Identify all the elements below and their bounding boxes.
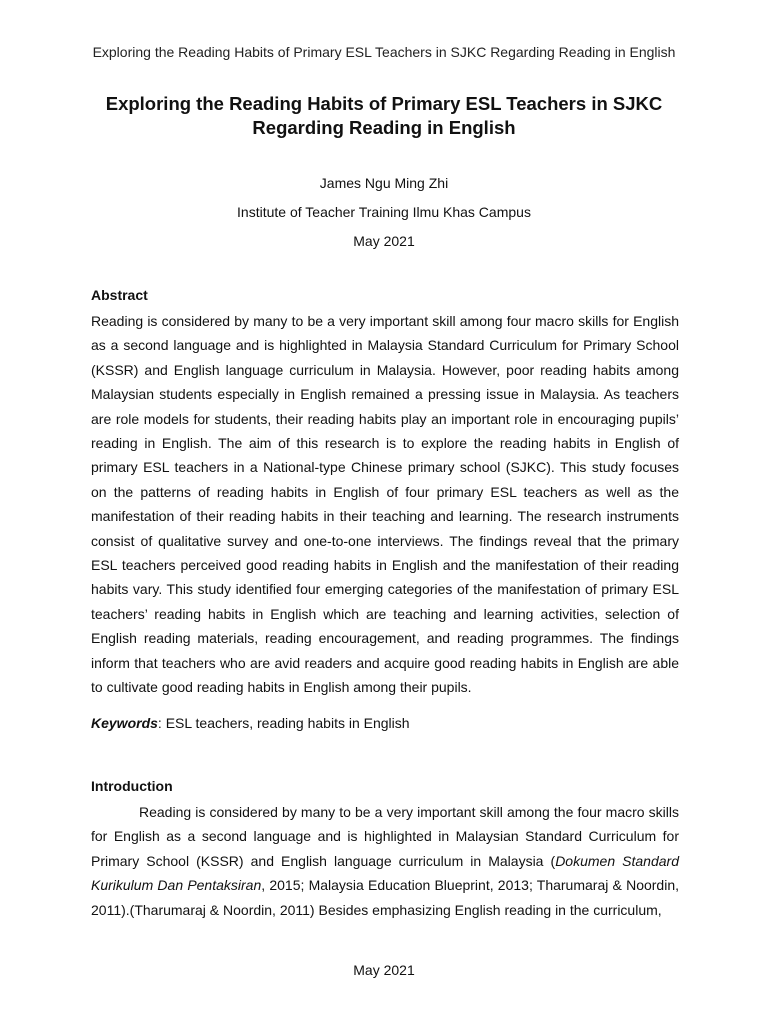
running-footer: May 2021 bbox=[353, 962, 415, 978]
paper-title: Exploring the Reading Habits of Primary ESL Teachers in SJKC Regarding Reading in English bbox=[105, 93, 663, 138]
introduction-citation-italic: Dokumen Standard Kurikulum Dan Pentaksiran bbox=[91, 852, 679, 894]
keywords-label: Keywords bbox=[91, 715, 158, 731]
keywords-line bbox=[91, 711, 679, 735]
author-name: James Ngu Ming Zhi bbox=[319, 175, 449, 191]
keywords-text: : ESL teachers, reading habits in English bbox=[157, 715, 410, 731]
author-affiliation: Institute of Teacher Training Ilmu Khas Campus bbox=[237, 204, 531, 220]
abstract-text: Reading is considered by many to be a very important skill among four macro skills for English as a second language and is highlighted in Malaysia Standard Curriculum for Primary School (KSSR) and English language curriculum in Malaysia. However, poor reading habits among Malaysian students especially in English remained a pressing issue in Malaysia. As teachers are role models for students, their reading habits play an important role in encouraging pupils’ reading in English. The aim of this research is to explore the reading habits in English of primary ESL teachers in a National-type Chinese primary school (SJKC). This study focuses on the patterns of reading habits in English of four primary ESL teachers as well as the manifestation of their reading habits in their teaching and learning. The research instruments consist of qualitative survey and one-to-one interviews. The findings reveal that the primary ESL teachers perceived good reading habits in English and the manifestation of their reading habits vary. This study identified four emerging categories of the manifestation of primary ESL teachers’ reading habits in English which are teaching and learning activities, selection of English reading materials, reading encouragement, and reading programmes. The findings inform that teachers who are avid readers and acquire good reading habits in English are able to cultivate good reading habits in English among their pupils. bbox=[91, 313, 679, 696]
running-header: Exploring the Reading Habits of Primary ESL Teachers in SJKC Regarding Reading in English bbox=[92, 44, 676, 60]
introduction-text bbox=[91, 800, 679, 922]
abstract-heading: Abstract bbox=[91, 287, 148, 303]
introduction-text-part2: , 2015; Malaysia Education Blueprint, 2013; Tharumaraj & Noordin, 2011).(Tharumaraj & Noordin, 2011) Besides emphasizing English reading in the curriculum, bbox=[91, 877, 679, 918]
introduction-heading: Introduction bbox=[91, 778, 173, 794]
paper-date: May 2021 bbox=[353, 233, 415, 249]
introduction-text-part1: Reading is considered by many to be a very important skill among the four macro skills for English as a second language and is highlighted in Malaysian Standard Curriculum for Primary School (KSSR) and English language curriculum in Malaysia ( bbox=[91, 804, 679, 869]
